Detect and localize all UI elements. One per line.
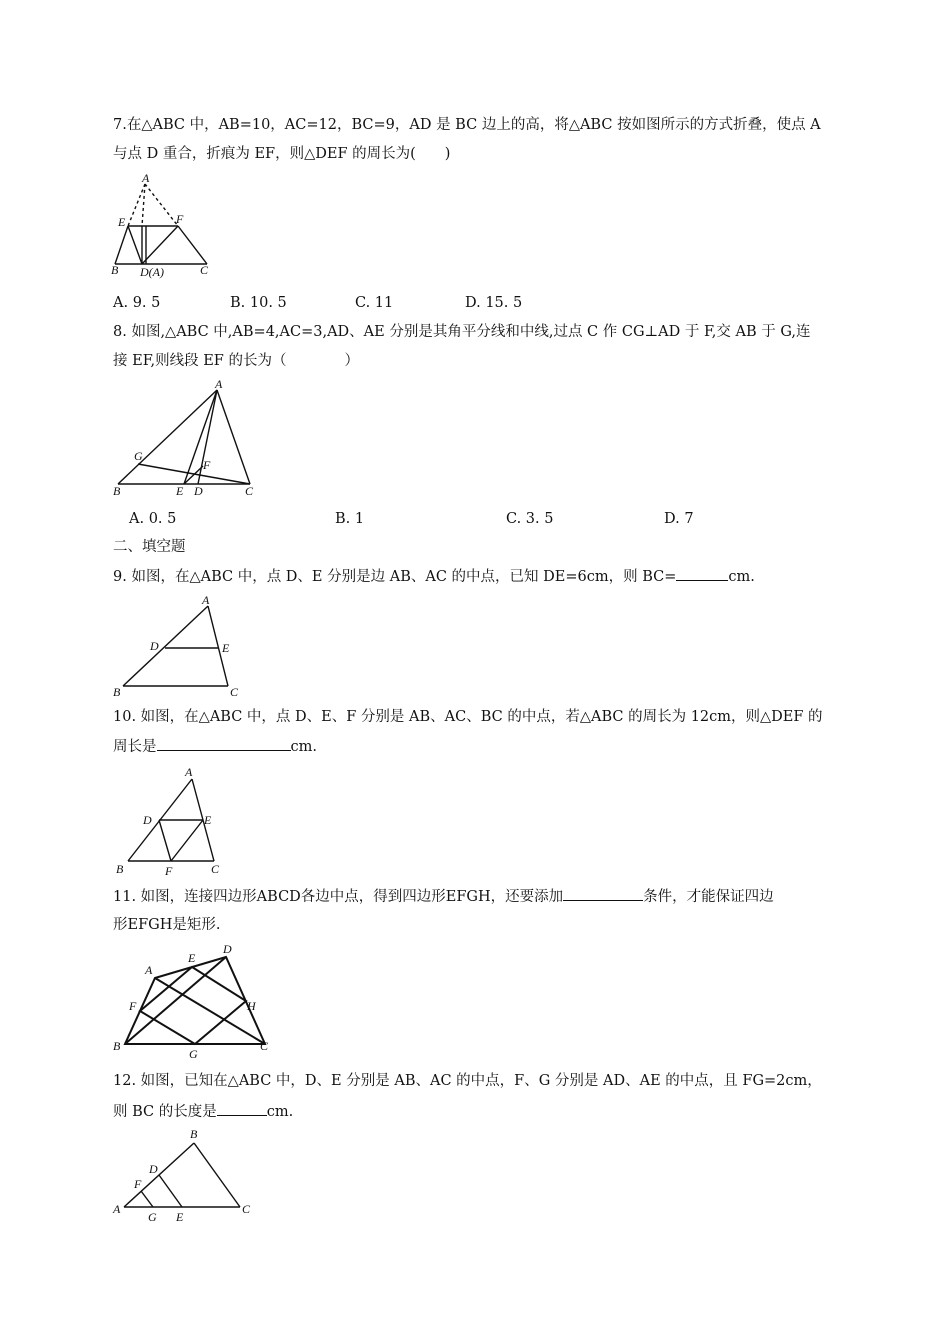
q7-dash-ae <box>128 184 145 226</box>
q8-figure <box>110 378 260 503</box>
q7-seg-ed <box>128 226 142 264</box>
q10-label-b: B <box>116 862 124 876</box>
q12-text-head: 则 BC 的长度是 <box>113 1104 217 1120</box>
q12-figure <box>110 1125 260 1225</box>
q12-side-bc <box>194 1143 240 1207</box>
q7-option-d: D. 15. 5 <box>465 295 523 311</box>
q7-option-c: C. 11 <box>355 295 394 311</box>
q11-label-c: C <box>260 1039 269 1053</box>
q7-seg-fd <box>142 226 178 264</box>
q11-text-line2: 形EFGH是矩形. <box>113 917 221 933</box>
q7-label-a: A <box>142 171 150 185</box>
q11-text-head: 11. 如图，连接四边形ABCD各边中点，得到四边形EFGH，还要添加 <box>113 889 564 905</box>
q9-label-d: D <box>150 639 159 653</box>
q8-option-a: A. 0. 5 <box>129 511 177 527</box>
q10-text-line1: 10. 如图，在△ABC 中，点 D、E、F 分别是 AB、AC、BC 的中点，若△ABC 的周长为 12cm，则△DEF 的 <box>113 709 823 725</box>
q8-option-d: D. 7 <box>664 511 694 527</box>
q12-label-b: B <box>190 1127 198 1141</box>
q9-label-e: E <box>222 641 230 655</box>
q9-answer-blank[interactable] <box>676 566 728 581</box>
q12-text-line1: 12. 如图，已知在△ABC 中，D、E 分别是 AB、AC 的中点，F、G 分别是 AD、AE 的中点，且 FG=2cm， <box>113 1073 822 1089</box>
q10-label-e: E <box>204 813 212 827</box>
q11-label-f: F <box>129 999 137 1013</box>
q8-label-e: E <box>176 484 184 498</box>
q7-side-be <box>115 226 128 264</box>
q8-label-c: C <box>245 484 254 498</box>
q7-label-d: D(A) <box>140 265 164 279</box>
q10-text-head: 周长是 <box>113 739 157 755</box>
q9-label-c: C <box>230 685 239 699</box>
q11-label-d: D <box>223 942 232 956</box>
q12-label-f: F <box>134 1177 142 1191</box>
q12-label-g: G <box>148 1210 157 1224</box>
q7-label-e: E <box>118 215 126 229</box>
q7-text-line1: 7.在△ABC 中，AB=10，AC=12，BC=9，AD 是 BC 边上的高，将△ABC 按如图所示的方式折叠，使点 A <box>113 117 821 133</box>
section-title: 二、填空题 <box>113 539 186 555</box>
q7-dash-af <box>145 184 178 226</box>
q10-text-tail: cm. <box>290 739 317 755</box>
q7-label-f: F <box>176 212 184 226</box>
q8-side-ac <box>217 390 250 484</box>
q8-option-b: B. 1 <box>335 511 365 527</box>
q9-text-head: 9. 如图，在△ABC 中，点 D、E 分别是边 AB、AC 的中点，已知 DE=6cm，则 BC= <box>113 569 677 585</box>
q7-text-line2: 与点 D 重合，折痕为 EF，则△DEF 的周长为( ) <box>113 146 451 162</box>
q12-seg-de <box>159 1175 182 1207</box>
q11-label-h: H <box>247 999 256 1013</box>
q10-text-line2 <box>113 736 317 757</box>
q12-answer-blank[interactable] <box>217 1101 267 1116</box>
q8-label-d: D <box>194 484 203 498</box>
q7-label-c: C <box>200 263 209 277</box>
q8-label-a: A <box>215 377 223 391</box>
q12-text-line2 <box>113 1101 293 1122</box>
q11-answer-blank[interactable] <box>563 886 643 901</box>
q9-figure <box>110 592 250 702</box>
q8-text-line1: 8. 如图,△ABC 中,AB=4,AC=3,AD、AE 分别是其角平分线和中线,过点 C 作 CG⊥AD 于 F,交 AB 于 G,连 <box>113 324 811 340</box>
q12-label-e: E <box>176 1210 184 1224</box>
q9-side-ab <box>123 606 208 686</box>
q11-figure <box>110 940 275 1065</box>
q7-option-a: A. 9. 5 <box>113 295 161 311</box>
q10-seg-df <box>159 820 171 861</box>
q10-label-d: D <box>143 813 152 827</box>
q11-label-a: A <box>145 963 153 977</box>
q12-text-tail: cm. <box>266 1104 294 1120</box>
q9-text <box>113 566 755 587</box>
q8-label-f: F <box>203 458 211 472</box>
q11-text-tail: 条件，才能保证四边 <box>643 889 774 905</box>
q10-seg-ef <box>171 820 203 861</box>
q11-label-b: B <box>113 1039 121 1053</box>
q9-label-b: B <box>113 685 121 699</box>
q10-label-c: C <box>211 862 220 876</box>
q10-label-a: A <box>185 765 193 779</box>
q9-text-tail: cm. <box>728 569 755 585</box>
q11-label-e: E <box>188 951 196 965</box>
q10-answer-blank[interactable] <box>157 736 291 751</box>
q12-label-a: A <box>113 1202 121 1216</box>
q11-text-line1 <box>113 886 774 907</box>
q10-figure <box>110 763 240 878</box>
q12-seg-fg <box>141 1191 153 1207</box>
q10-label-f: F <box>165 864 173 878</box>
q12-label-c: C <box>242 1202 251 1216</box>
q7-figure <box>110 170 220 280</box>
q9-label-a: A <box>202 593 210 607</box>
q7-option-b: B. 10. 5 <box>230 295 287 311</box>
q12-label-d: D <box>149 1162 158 1176</box>
q8-text-line2: 接 EF,则线段 EF 的长为（ ） <box>113 353 359 369</box>
q7-label-b: B <box>111 263 119 277</box>
q11-label-g: G <box>189 1047 198 1061</box>
q8-label-g: G <box>134 449 143 463</box>
q8-option-c: C. 3. 5 <box>506 511 554 527</box>
q8-label-b: B <box>113 484 121 498</box>
q7-side-fc <box>178 226 207 264</box>
